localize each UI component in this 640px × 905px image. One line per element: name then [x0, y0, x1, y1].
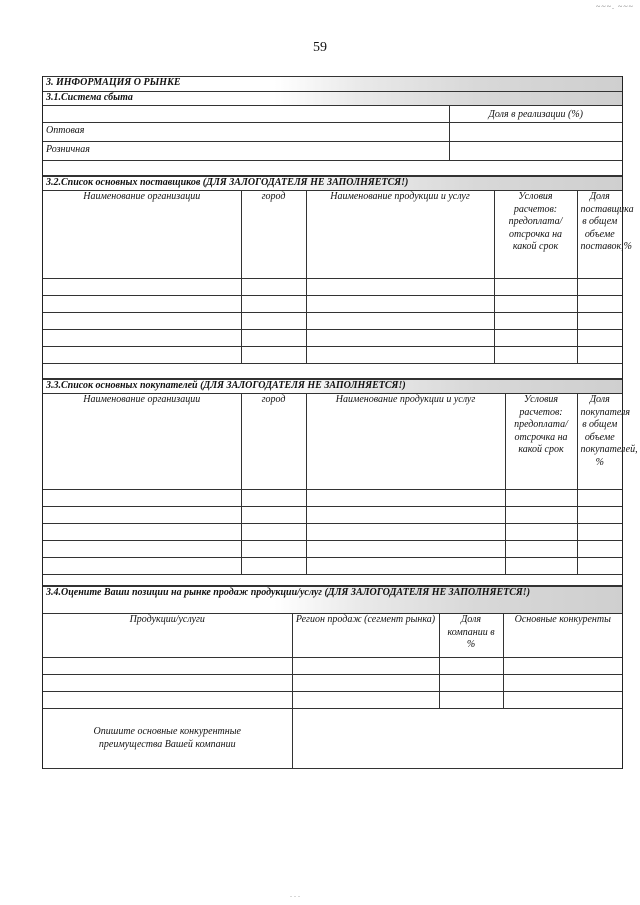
table-cell[interactable]	[505, 490, 577, 507]
table-cell[interactable]	[503, 658, 622, 675]
table-cell[interactable]	[577, 347, 622, 364]
table-cell[interactable]	[43, 675, 292, 692]
corner-mark: ~~~. ~~~	[596, 2, 634, 11]
table-cell[interactable]	[43, 524, 241, 541]
col-company-share: Доля компании в %	[439, 614, 503, 658]
table-cell[interactable]	[43, 279, 241, 296]
col-product: Наименование продукции и услуг	[306, 394, 505, 490]
col-sales-region: Регион продаж (сегмент рынка)	[292, 614, 439, 658]
table-cell[interactable]	[306, 558, 505, 575]
table-cell[interactable]	[505, 558, 577, 575]
col-supplier-share: Доля поставщика в общем объеме поставок,%	[577, 191, 622, 279]
col-payment-terms: Условия расчетов: предоплата/ отсрочка на какой срок	[505, 394, 577, 490]
table-cell[interactable]	[43, 330, 241, 347]
table-cell[interactable]	[494, 313, 577, 330]
table-cell[interactable]	[241, 330, 306, 347]
section-3-2-title: 3.2.Список основных поставщиков (ДЛЯ ЗАЛОГОДАТЕЛЯ НЕ ЗАПОЛНЯЕТСЯ!)	[43, 177, 622, 191]
table-cell[interactable]	[43, 658, 292, 675]
table-cell[interactable]	[577, 490, 622, 507]
advantages-label: Опишите основные конкурентные преимущества Вашей компании	[43, 709, 292, 769]
col-products-services: Продукции/услуги	[43, 614, 292, 658]
col-org-name: Наименование организации	[43, 394, 241, 490]
table-cell[interactable]	[306, 313, 494, 330]
advantages-input[interactable]	[292, 709, 622, 769]
table-cell[interactable]	[439, 658, 503, 675]
col-city: город	[241, 394, 306, 490]
sales-share-input[interactable]	[449, 123, 622, 142]
table-cell[interactable]	[306, 524, 505, 541]
table-cell[interactable]	[241, 558, 306, 575]
spacer-row	[43, 575, 622, 586]
table-cell[interactable]	[43, 347, 241, 364]
sales-row-label: Оптовая	[43, 123, 449, 142]
table-cell[interactable]	[292, 658, 439, 675]
col-customer-share: Доля покупателя в общем объеме покупателей, %	[577, 394, 622, 490]
table-cell[interactable]	[241, 347, 306, 364]
table-cell[interactable]	[577, 313, 622, 330]
table-cell[interactable]	[43, 541, 241, 558]
table-cell[interactable]	[505, 541, 577, 558]
table-cell[interactable]	[241, 279, 306, 296]
suppliers-table	[43, 176, 634, 379]
section-3-1-title: 3.1.Система сбыта	[43, 92, 622, 106]
table-cell[interactable]	[306, 541, 505, 558]
table-cell[interactable]	[306, 347, 494, 364]
spacer-row	[43, 364, 622, 379]
col-payment-terms: Условия расчетов: предоплата/ отсрочка на какой срок	[494, 191, 577, 279]
table-cell[interactable]	[494, 296, 577, 313]
table-cell[interactable]	[577, 541, 622, 558]
col-competitors: Основные конкуренты	[503, 614, 622, 658]
table-cell[interactable]	[43, 507, 241, 524]
table-cell[interactable]	[505, 524, 577, 541]
table-cell[interactable]	[577, 330, 622, 347]
table-cell[interactable]	[494, 279, 577, 296]
table-cell[interactable]	[292, 692, 439, 709]
table-cell[interactable]	[306, 507, 505, 524]
table-cell[interactable]	[306, 490, 505, 507]
table-cell[interactable]	[43, 558, 241, 575]
table-cell[interactable]	[241, 296, 306, 313]
table-cell[interactable]	[306, 279, 494, 296]
spacer-row	[43, 161, 622, 176]
table-cell[interactable]	[503, 692, 622, 709]
sales-row-label: Розничная	[43, 142, 449, 161]
footer-mark: . . .	[290, 890, 300, 899]
table-cell[interactable]	[306, 296, 494, 313]
table-cell[interactable]	[241, 313, 306, 330]
table-cell[interactable]	[43, 296, 241, 313]
table-cell[interactable]	[577, 507, 622, 524]
col-org-name: Наименование организации	[43, 191, 241, 279]
table-cell[interactable]	[241, 524, 306, 541]
section-3-3-title: 3.3.Список основных покупателей (ДЛЯ ЗАЛОГОДАТЕЛЯ НЕ ЗАПОЛНЯЕТСЯ!)	[43, 380, 622, 394]
section-3-1-table	[43, 76, 622, 176]
table-cell[interactable]	[494, 330, 577, 347]
market-position-table	[43, 586, 622, 769]
table-cell[interactable]	[494, 347, 577, 364]
market-info-form	[42, 76, 638, 769]
table-cell[interactable]	[577, 558, 622, 575]
table-cell[interactable]	[577, 296, 622, 313]
table-cell[interactable]	[439, 692, 503, 709]
table-cell[interactable]	[43, 313, 241, 330]
table-cell[interactable]	[241, 490, 306, 507]
sales-share-input[interactable]	[449, 142, 622, 161]
page-number: 59	[313, 40, 327, 55]
table-cell[interactable]	[577, 279, 622, 296]
col-city: город	[241, 191, 306, 279]
table-cell[interactable]	[439, 675, 503, 692]
share-header: Доля в реализации (%)	[449, 106, 622, 123]
table-cell[interactable]	[241, 507, 306, 524]
table-cell[interactable]	[577, 524, 622, 541]
sales-type-header-cell	[43, 106, 449, 123]
table-cell[interactable]	[43, 692, 292, 709]
table-cell[interactable]	[503, 675, 622, 692]
table-cell[interactable]	[505, 507, 577, 524]
table-cell[interactable]	[292, 675, 439, 692]
col-product: Наименование продукции и услуг	[306, 191, 494, 279]
table-cell[interactable]	[306, 330, 494, 347]
table-cell[interactable]	[241, 541, 306, 558]
customers-table	[43, 379, 638, 586]
section-3-title: 3. ИНФОРМАЦИЯ О РЫНКЕ	[43, 77, 622, 92]
section-3-4-title: 3.4.Оцените Ваши позиции на рынке продаж продукции/услуг (ДЛЯ ЗАЛОГОДАТЕЛЯ НЕ ЗАПОЛНЯЕТСЯ!)	[43, 587, 622, 614]
table-cell[interactable]	[43, 490, 241, 507]
